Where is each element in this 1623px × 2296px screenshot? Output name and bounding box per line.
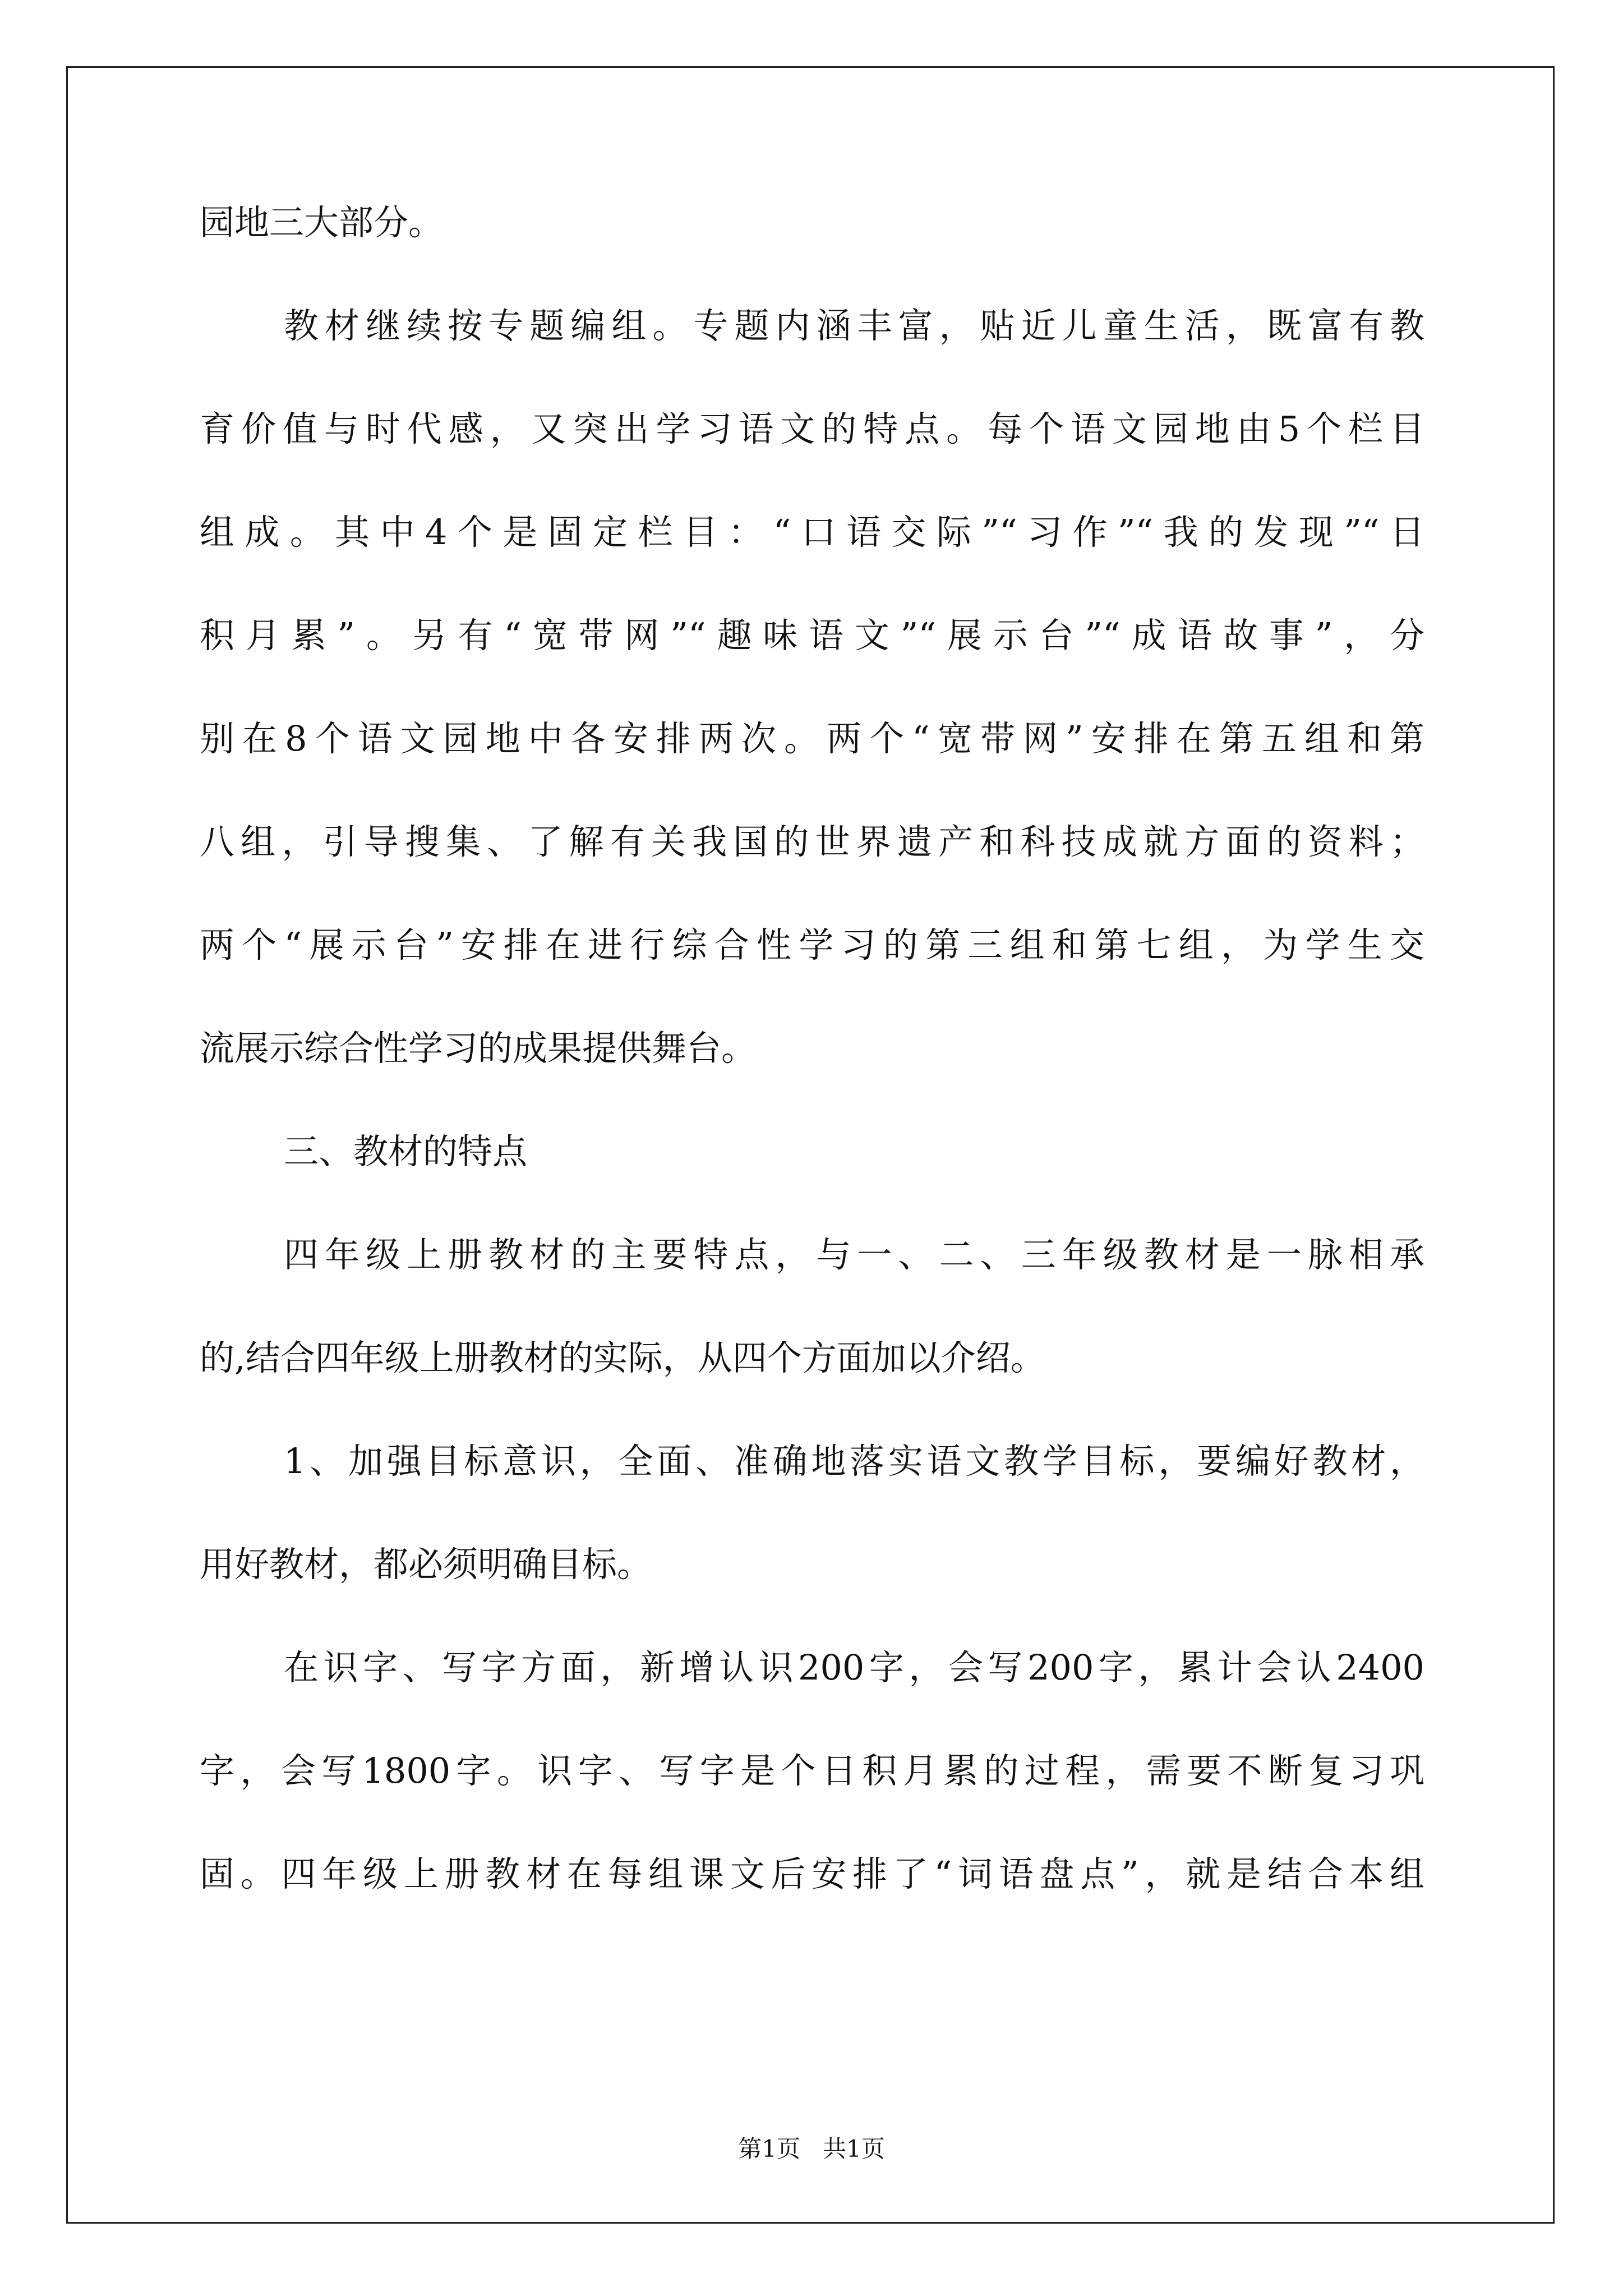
text-line: 组成。其中4个是固定栏目：“口语交际”“习作”“我的发现”“日 bbox=[200, 512, 1424, 553]
text-line: 育价值与时代感，又突出学习语文的特点。每个语文园地由5个栏目 bbox=[200, 408, 1424, 449]
text-line: 在识字、写字方面，新增认识200字，会写200字，累计会认2400 bbox=[284, 1647, 1424, 1688]
text-line: 教材继续按专题编组。专题内涵丰富，贴近儿童生活，既富有教 bbox=[284, 305, 1424, 346]
text-line: 四年级上册教材的主要特点，与一、二、三年级教材是一脉相承 bbox=[284, 1234, 1424, 1275]
text-line: 两个“展示台”安排在进行综合性学习的第三组和第七组，为学生交 bbox=[200, 924, 1424, 965]
text-line: 固。四年级上册教材在每组课文后安排了“词语盘点”，就是结合本组 bbox=[200, 1853, 1424, 1894]
section-heading: 三、教材的特点 bbox=[284, 1131, 528, 1172]
text-line: 园地三大部分。 bbox=[200, 202, 444, 243]
text-line: 别在8个语文园地中各安排两次。两个“宽带网”安排在第五组和第 bbox=[200, 718, 1424, 759]
text-line: 的,结合四年级上册教材的实际，从四个方面加以介绍。 bbox=[200, 1337, 1045, 1378]
text-line: 1、加强目标意识，全面、准确地落实语文教学目标，要编好教材， bbox=[284, 1441, 1424, 1481]
text-line: 流展示综合性学习的成果提供舞台。 bbox=[200, 1028, 757, 1069]
text-line: 积月累”。另有“宽带网”“趣味语文”“展示台”“成语故事”，分 bbox=[200, 615, 1424, 656]
text-line: 用好教材，都必须明确目标。 bbox=[200, 1544, 652, 1585]
text-line: 八组，引导搜集、了解有关我国的世界遗产和科技成就方面的资料； bbox=[200, 821, 1424, 862]
text-line: 字，会写1800字。识字、写字是个日积月累的过程，需要不断复习巩 bbox=[200, 1750, 1424, 1791]
page-number-footer: 第1页 共1页 bbox=[738, 2135, 885, 2162]
